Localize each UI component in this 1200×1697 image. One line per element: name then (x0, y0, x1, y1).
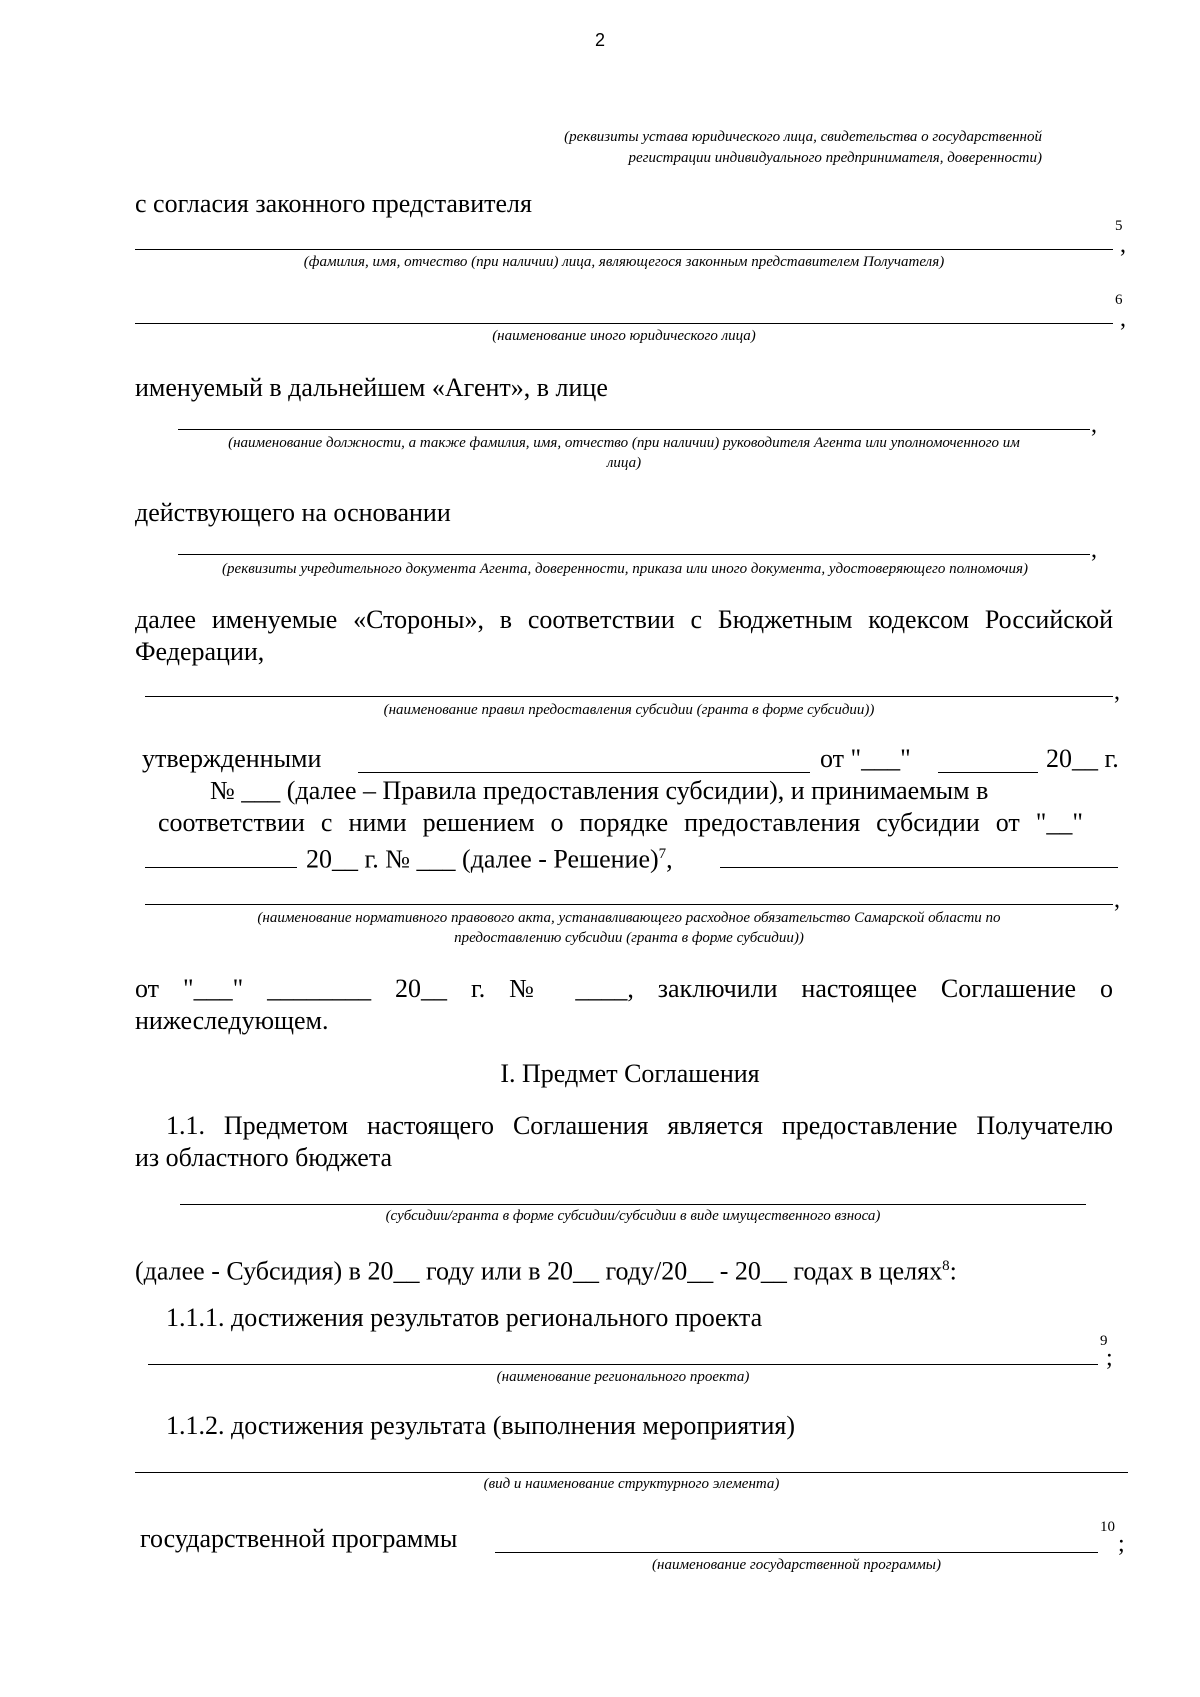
subsidy-text: (далее - Субсидия) в 20__ году или в 20__ году/20__ - 20__ годах в целях (135, 1256, 943, 1286)
parties-line1: далее именуемые «Стороны», в соответствии с Бюджетным кодексом Российской (135, 605, 1113, 634)
approved-comma: , (1114, 887, 1120, 913)
subsidy-line (135, 1250, 957, 1288)
page-number: 2 (594, 30, 605, 50)
consent-fill-line (135, 249, 1113, 250)
clause-1-1-1-text: 1.1.1. достижения результатов регионального проекта (166, 1303, 763, 1332)
header-caption-line1: (реквизиты устава юридического лица, свидетельства о государственной (564, 129, 1042, 145)
approved-line4-text: 20__ г. № ___ (далее - Решение) (306, 844, 659, 874)
rules-fill-line (145, 696, 1113, 697)
program-fill-line (495, 1552, 1098, 1553)
approved-caption-line1: (наименование нормативного правового акта, устанавливающего расходное обязательство Самарской области по (257, 910, 1001, 926)
section-title: I. Предмет Соглашения (500, 1059, 760, 1088)
rules-comma: , (1114, 679, 1120, 705)
agent-text: именуемый в дальнейшем «Агент», в лице (135, 373, 608, 402)
subsidy-colon: : (949, 1256, 957, 1286)
regional-project-semicolon: ; (1106, 1345, 1113, 1371)
footnote-ref-8: 8 (942, 1258, 950, 1274)
consent-caption: (фамилия, имя, отчество (при наличии) лица, являющегося законным представителем Получателя) (303, 254, 945, 270)
approved-month-line (938, 772, 1038, 773)
concluded-line2: нижеследующем. (135, 1006, 329, 1035)
consent-comma: , (1120, 232, 1126, 258)
approved-line1-year: 20__ г. (1046, 744, 1119, 773)
approved-line4-comma: , (666, 844, 673, 874)
basis-caption: (реквизиты учредительного документа Агента, доверенности, приказа или иного документа, удостоверяющего полномочия) (222, 561, 1028, 577)
clause-1-1-2-text: 1.1.2. достижения результата (выполнения мероприятия) (166, 1411, 796, 1440)
program-text: государственной программы (140, 1524, 458, 1553)
agent-caption-line1: (наименование должности, а также фамилия, имя, отчество (при наличии) руководителя Агента или уполномоченного им (228, 435, 1020, 451)
approved-authority-line (358, 772, 810, 773)
subsidy-type-caption: (субсидии/гранта в форме субсидии/субсидии в виде имущественного взноса) (385, 1208, 881, 1224)
regional-project-caption: (наименование регионального проекта) (496, 1369, 750, 1385)
header-caption-line2: регистрации индивидуального предпринимателя, доверенности) (628, 150, 1042, 166)
footnote-ref-9: 9 (1100, 1333, 1108, 1349)
agent-fill-line (178, 429, 1090, 430)
agent-comma: , (1091, 412, 1097, 438)
concluded-line1: от "___" ________ 20__ г. № ____, заключили настоящее Соглашение о (135, 974, 1113, 1003)
approved-fill-line-b (145, 904, 1113, 905)
basis-fill-line (178, 554, 1090, 555)
approved-line3: соответствии с ними решением о порядке предоставления субсидии от "__" (158, 808, 1083, 837)
approved-line4 (306, 838, 673, 876)
approved-line2: № ___ (далее – Правила предоставления субсидии), и принимаемым в (210, 776, 989, 805)
program-caption: (наименование государственной программы) (652, 1557, 941, 1573)
other-entity-caption: (наименование иного юридического лица) (492, 328, 756, 344)
approved-fill-line-a (720, 867, 1118, 868)
structural-element-caption: (вид и наименование структурного элемента) (483, 1476, 780, 1492)
footnote-ref-7: 7 (658, 846, 667, 862)
clause-1-1-line1: 1.1. Предметом настоящего Соглашения является предоставление Получателю (166, 1111, 1113, 1140)
structural-element-fill-line (135, 1472, 1128, 1473)
other-entity-fill-line (135, 323, 1113, 324)
clause-1-1-line2: из областного бюджета (135, 1143, 393, 1172)
basis-text: действующего на основании (135, 498, 451, 527)
consent-text: с согласия законного представителя (135, 189, 532, 218)
rules-caption: (наименование правил предоставления субсидии (гранта в форме субсидии)) (383, 702, 875, 718)
approved-month2-line (145, 867, 297, 868)
regional-project-fill-line (148, 1364, 1098, 1365)
approved-caption-line2: предоставлению субсидии (гранта в форме субсидии)) (454, 930, 804, 946)
program-semicolon: ; (1118, 1531, 1125, 1557)
footnote-ref-6: 6 (1115, 292, 1123, 308)
footnote-ref-10: 10 (1100, 1519, 1115, 1535)
approved-line1-date: от "___" (820, 744, 911, 773)
footnote-ref-5: 5 (1115, 218, 1123, 234)
subsidy-type-fill-line (180, 1204, 1086, 1205)
agent-caption-line2: лица) (606, 455, 642, 471)
basis-comma: , (1091, 537, 1097, 563)
approved-line1-label: утвержденными (142, 744, 322, 773)
other-entity-comma: , (1120, 306, 1126, 332)
parties-line2: Федерации, (135, 637, 265, 666)
